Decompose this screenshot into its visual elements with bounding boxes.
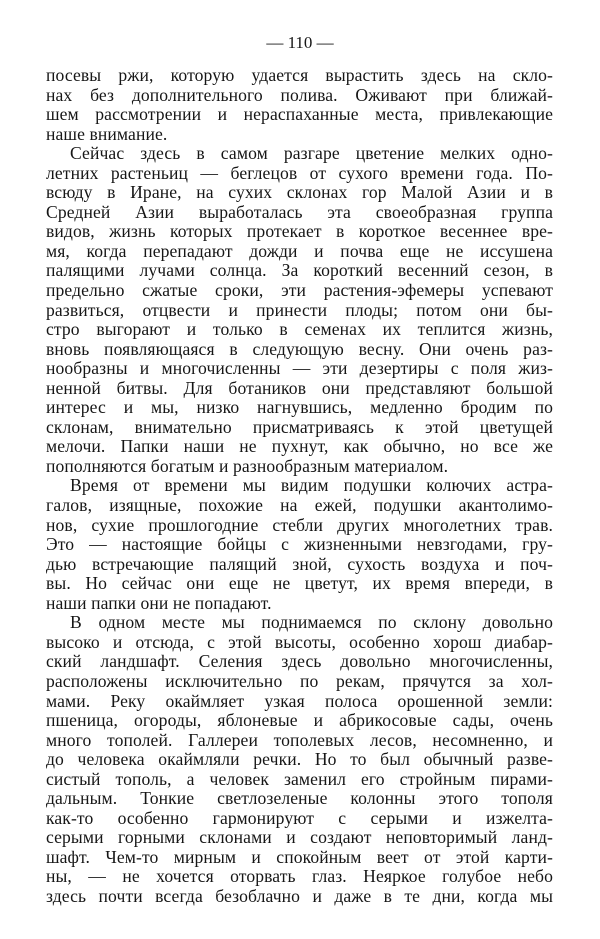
text-line: наше внимание. [46, 123, 168, 144]
paragraph-4 [46, 613, 553, 906]
text-line: предельно сжатые сроки, эти растения-эфемеры успевают [46, 280, 553, 301]
text-line: Сейчас здесь в самом разгаре цветение мелких одно- [70, 143, 553, 164]
text-line: высоко и отсюда, с этой высоты, особенно хорош диабар- [46, 631, 553, 652]
text-line: как-то особенно гармонируют с серыми и изжелта- [46, 807, 553, 828]
text-line: расположены исключительно по рекам, прячутся за хол- [46, 670, 553, 691]
text-line: шем рассмотрении и нераспаханные места, привлекающие [46, 104, 553, 125]
text-line: пополняются богатым и разнообразным материалом. [46, 455, 449, 476]
text-line: шафт. Чем-то мирным и спокойным веет от этой карти- [46, 846, 553, 867]
text-line: нов, сухие прошлогодние стебли других многолетних трав. [46, 514, 553, 535]
paragraph-1 [46, 66, 553, 144]
text-line: видов, жизнь которых протекает в короткое весеннее вре- [46, 221, 553, 242]
text-line: палящими лучами солнца. За короткий весенний сезон, в [46, 260, 553, 281]
text-line: ский ландшафт. Селения здесь довольно многочисленны, [46, 651, 553, 672]
text-line: стро выгорают и только в семенах их теплится жизнь, [46, 319, 553, 340]
text-line: интерес и мы, низко нагнувшись, медленно бродим по [46, 397, 553, 418]
text-line: до человека окаймляли речки. Но то был обычный разве- [46, 749, 553, 770]
text-line: вы. Но сейчас они еще не цветут, их время впереди, в [46, 573, 553, 594]
text-line: дальным. Тонкие светлозеленые колонны этого тополя [46, 788, 553, 809]
text-line: наши папки они не попадают. [46, 592, 272, 613]
text-line: Средней Азии выработалась эта своеобразная группа [46, 201, 553, 222]
page-number: — 110 — [266, 33, 334, 52]
text-line: галов, изящные, похожие на ежей, подушки акантолимо- [46, 495, 553, 516]
paragraph-2 [46, 144, 553, 476]
text-line: Время от времени мы видим подушки колючих астра- [70, 475, 553, 496]
text-line: мелочи. Папки наши не пухнут, как обычно, но все же [46, 436, 553, 457]
text-line: здесь почти всегда безоблачно и даже в те дни, когда мы [46, 885, 553, 906]
text-line: нообразны и многочисленны — эти дезертиры с поля жиз- [46, 358, 553, 379]
text-line: мя, когда перепадают дожди и почва еще не иссушена [46, 240, 553, 261]
text-line: пшеница, огороды, яблоневые и абрикосовые сады, очень [46, 710, 553, 731]
text-line: ненной битвы. Для ботаников они представляют большой [46, 377, 553, 398]
text-line: нах без дополнительного полива. Оживают при ближай- [46, 84, 553, 105]
text-line: ны, — не хочется оторвать глаз. Неяркое голубое небо [46, 866, 553, 887]
paragraph-3 [46, 476, 553, 613]
text-line: посевы ржи, которую удается вырастить здесь на скло- [46, 65, 553, 85]
text-line: дью встречающие палящий зной, сухость воздуха и поч- [46, 553, 553, 574]
text-line: серыми горными склонами и создают неповторимый ланд- [46, 827, 553, 848]
text-line: летних растеньиц — беглецов от сухого времени года. По- [46, 162, 553, 183]
text-line: систый тополь, а человек заменил его стройным пирами- [46, 768, 553, 789]
text-line: В одном месте мы поднимаемся по склону довольно [70, 612, 553, 633]
text-line: развиться, отцвести и принести плоды; потом они бы- [46, 299, 553, 320]
text-line: мами. Реку окаймляет узкая полоса орошенной земли: [46, 690, 553, 711]
text-line: много тополей. Галлереи тополевых лесов, несомненно, и [46, 729, 553, 750]
body-text [46, 66, 553, 907]
text-line: склонам, внимательно присматриваясь к этой цветущей [46, 416, 553, 437]
text-line: всюду в Иране, на сухих склонах гор Малой Азии и в [46, 182, 553, 203]
text-line: вновь появляющаяся в следующую весну. Они очень раз- [46, 338, 553, 359]
text-line: Это — настоящие бойцы с жизненными невзгодами, гру- [46, 534, 553, 555]
